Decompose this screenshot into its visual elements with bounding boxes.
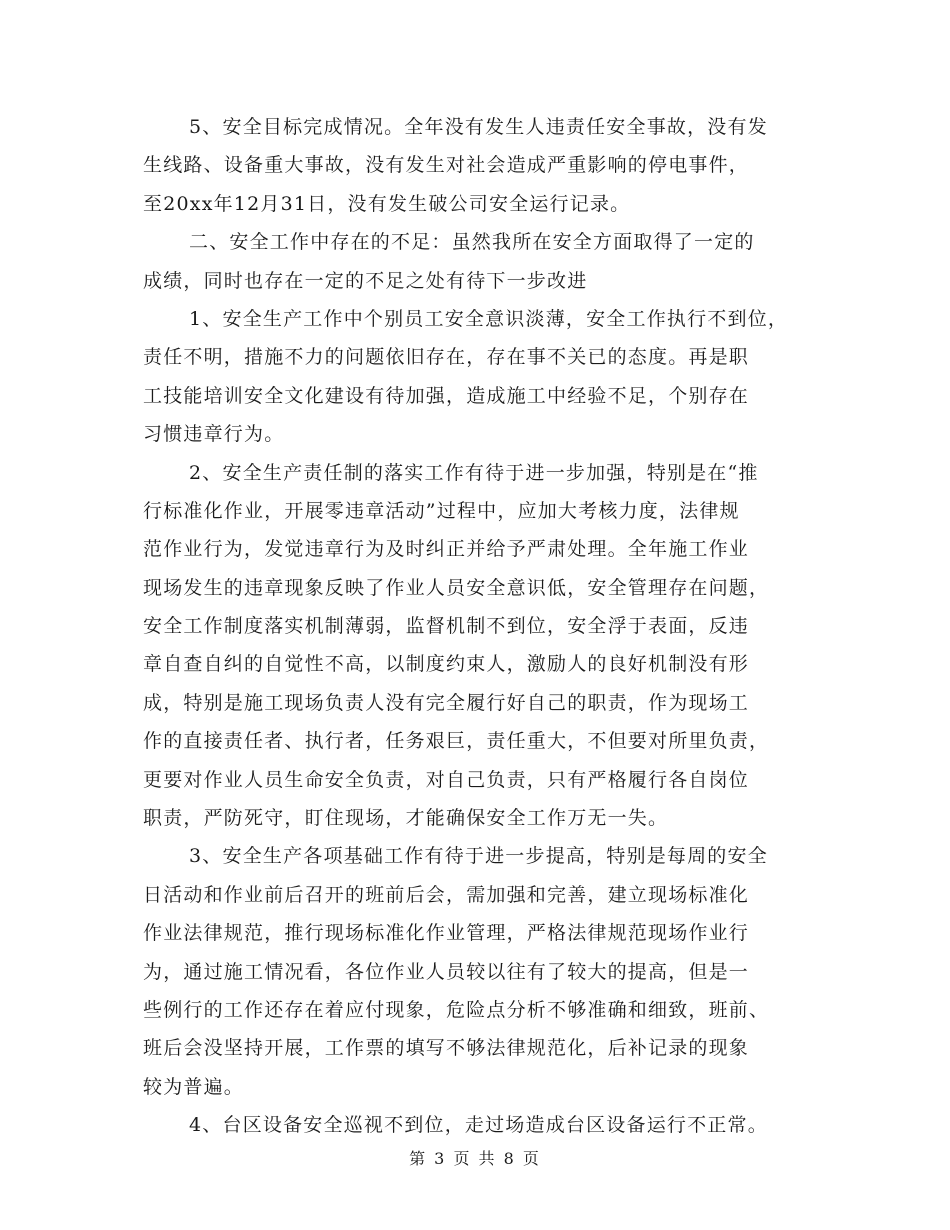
paragraph-line: 为，通过施工情况看，各位作业人员较以往有了较大的提高，但是一 [143,960,750,983]
paragraph-line: 生线路、设备重大事故，没有发生对社会造成严重影响的停电事件， [143,154,750,177]
paragraph-line: 更要对作业人员生命安全负责，对自己负责，只有严格履行各自岗位 [143,768,750,791]
paragraph-first-line: 5、安全目标完成情况。全年没有发生人违责任安全事故，没有发 [189,116,768,138]
paragraph-line: 责任不明，措施不力的问题依旧存在，存在事不关已的态度。再是职 [143,346,750,369]
paragraph-first-line: 4、台区设备安全巡视不到位，走过场造成台区设备运行不正常。 [189,1114,768,1137]
paragraph-line: 成绩，同时也存在一定的不足之处有待下一步改进 [143,269,588,292]
paragraph-line: 较为普遍。 [143,1075,245,1098]
paragraph-first-line: 二、安全工作中存在的不足：虽然我所在安全方面取得了一定的 [189,231,755,254]
page-number-footer: 第 3 页 共 8 页 [409,1149,541,1168]
paragraph-line: 职责，严防死守，盯住现场，才能确保安全工作万无一失。 [143,807,669,830]
paragraph-first-line: 2、安全生产责任制的落实工作有待于进一步加强，特别是在“推 [189,461,759,484]
paragraph-line: 工技能培训安全文化建设有待加强，造成施工中经验不足，个别存在 [143,384,750,407]
paragraph-line: 现场发生的违章现象反映了作业人员安全意识低，安全管理存在问题， [143,576,770,599]
paragraph-first-line: 1、安全生产工作中个别员工安全意识淡薄，安全工作执行不到位， [189,307,789,330]
paragraph-line: 些例行的工作还存在着应付现象，危险点分析不够准确和细致，班前、 [143,998,770,1021]
paragraph-line: 至20xx年12月31日，没有发生破公司安全运行记录。 [143,192,631,215]
paragraph-line: 日活动和作业前后召开的班前后会，需加强和完善，建立现场标准化 [143,883,750,906]
paragraph-line: 作的直接责任者、执行者，任务艰巨，责任重大，不但要对所里负责， [143,730,770,753]
paragraph-first-line: 3、安全生产各项基础工作有待于进一步提高，特别是每周的安全 [189,845,768,868]
document-body [143,108,823,1145]
paragraph-line: 范作业行为，发觉违章行为及时纠正并给予严肃处理。全年施工作业 [143,538,750,561]
paragraph-line: 作业法律规范，推行现场标准化作业管理，严格法律规范现场作业行 [143,922,750,945]
paragraph-line: 成，特别是施工现场负责人没有完全履行好自己的职责，作为现场工 [143,691,750,714]
paragraph-line: 安全工作制度落实机制薄弱，监督机制不到位，安全浮于表面，反违 [143,615,750,638]
paragraph-line: 章自查自纠的自觉性不高，以制度约束人，激励人的良好机制没有形 [143,653,750,676]
paragraph-line: 行标准化作业，开展零违章活动”过程中，应加大考核力度，法律规 [143,499,740,522]
paragraph-line: 班后会没坚持开展，工作票的填写不够法律规范化，后补记录的现象 [143,1037,750,1060]
paragraph-line: 习惯违章行为。 [143,423,285,446]
